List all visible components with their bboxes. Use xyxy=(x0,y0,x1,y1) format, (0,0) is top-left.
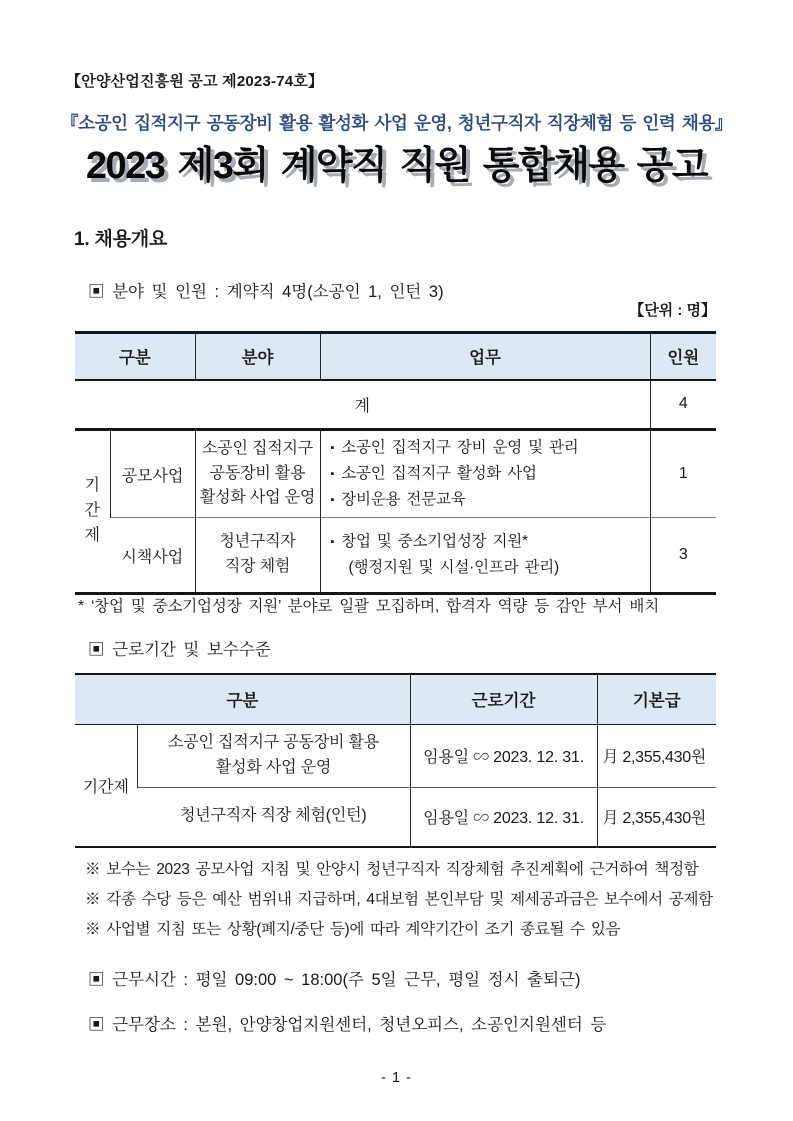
header-cell-bunya: 분야 xyxy=(195,333,320,380)
count-cell: 1 xyxy=(650,430,716,518)
table-footnote: * ‘창업 및 중소기업성장 지원’ 분야로 일괄 모집하며, 합격자 역량 등 감안 부서 배치 xyxy=(78,598,659,615)
pay-row-intern xyxy=(75,787,716,847)
pay-row-gongmo xyxy=(75,724,716,787)
unit-label: 【단위 : 명】 xyxy=(629,302,716,319)
field-and-headcount-line: ▣ 분야 및 인원 : 계약직 4명(소공인 1, 인턴 3) xyxy=(88,283,444,301)
duty-text: 창업 및 중소기업성장 지원* xyxy=(341,533,528,551)
field-cell xyxy=(137,724,410,787)
total-label-cell: 계 xyxy=(75,380,650,430)
field-cell xyxy=(195,430,320,518)
salary-cell: 月 2,355,430원 xyxy=(597,724,716,787)
duty-text: 장비운용 전문교육 xyxy=(341,491,466,509)
period-cell: 임용일 ∽ 2023. 12. 31. xyxy=(410,724,597,787)
header-cell-salary: 기본급 xyxy=(597,674,716,724)
note-line: ※ 각종 수당 등은 예산 범위내 지급하며, 4대보험 본인부담 및 제세공과금은 보수에서 공제함 xyxy=(85,891,713,908)
field-cell xyxy=(137,787,410,847)
total-row xyxy=(75,380,716,430)
field-cell xyxy=(195,518,320,594)
group-label-cell: 기간제 xyxy=(82,778,129,796)
square-bullet-icon: ▪ xyxy=(330,494,335,507)
vertical-group-label: 기간제 xyxy=(84,477,100,544)
note-line: ※ 보수는 2023 공모사업 지침 및 안양시 청년구직자 직장체험 추진계획에 근거하여 책정함 xyxy=(85,861,699,878)
duty-text: 소공인 집적지구 활성화 사업 xyxy=(341,465,537,483)
field-line-2: 직장 체험 xyxy=(224,558,291,576)
field-line-1: 소공인 집적지구 공동장비 활용 xyxy=(167,733,380,751)
header-cell-upmu: 업무 xyxy=(320,333,650,380)
pay-table xyxy=(75,673,716,848)
duty-item xyxy=(331,435,644,461)
square-bullet-icon: ▪ xyxy=(330,442,335,454)
duty-text: 소공인 집적지구 장비 운영 및 관리 xyxy=(341,439,579,456)
period-cell: 임용일 ∽ 2023. 12. 31. xyxy=(410,787,597,847)
duty-item xyxy=(331,487,644,513)
pay-table-header-row xyxy=(75,674,716,724)
recruitment-table xyxy=(75,331,716,595)
square-bullet-icon: ▪ xyxy=(330,536,335,549)
document-subtitle: 『소공인 집적지구 공동장비 활용 활성화 사업 운영, 청년구직자 직장체험 등 인력 채용』 xyxy=(61,113,732,133)
note-line: ※ 사업별 지침 또는 상황(폐지/중단 등)에 따라 계약기간이 조기 종료될 수 있음 xyxy=(85,921,621,938)
work-place-line: ▣ 근무장소 : 본원, 안양창업지원센터, 청년오피스, 소공인지원센터 등 xyxy=(88,1016,607,1034)
salary-cell: 月 2,355,430원 xyxy=(597,787,716,847)
header-cell-inwon: 인원 xyxy=(650,333,716,380)
header-cell-gubun: 구분 xyxy=(75,674,410,724)
header-cell-gubun: 구분 xyxy=(75,333,195,380)
category-cell: 공모사업 xyxy=(110,430,195,518)
duties-cell xyxy=(320,518,650,594)
duties-cell xyxy=(320,430,650,518)
notice-number: 【안양산업진흥원 공고 제2023-74호】 xyxy=(66,73,324,90)
field-line-2: 활성화 사업 운영 xyxy=(215,758,332,776)
field-line-3: 활성화 사업 운영 xyxy=(199,489,316,507)
total-count-cell: 4 xyxy=(650,380,716,430)
duty-item xyxy=(331,461,644,487)
field-line-1: 청년구직자 직장 체험(인턴) xyxy=(179,807,367,825)
section-heading-recruitment-overview: 1. 채용개요 xyxy=(74,229,168,250)
table-row-gongmo xyxy=(75,430,716,518)
category-cell: 시책사업 xyxy=(110,518,195,594)
document-title: 2023 제3회 계약직 직원 통합채용 공고 xyxy=(85,145,708,187)
duty-item xyxy=(331,529,644,555)
table-row-sichaek xyxy=(75,518,716,594)
field-line-1: 청년구직자 xyxy=(219,533,296,551)
square-bullet-icon: ▪ xyxy=(330,468,335,481)
section-heading-work-period-pay: ▣ 근로기간 및 보수수준 xyxy=(88,641,271,659)
field-line-1: 소공인 집적지구 xyxy=(201,439,314,457)
count-cell: 3 xyxy=(650,518,716,594)
page-number: - 1 - xyxy=(381,1070,412,1086)
group-label-cell xyxy=(75,430,110,594)
field-line-2: 공동장비 활용 xyxy=(209,464,306,482)
work-time-line: ▣ 근무시간 : 평일 09:00 ~ 18:00(주 5일 근무, 평일 정시 출퇴근) xyxy=(88,971,581,989)
duty-note: (행정지원 및 시설·인프라 관리) xyxy=(348,559,559,577)
recruitment-table-header-row xyxy=(75,333,716,380)
header-cell-period: 근로기간 xyxy=(410,674,597,724)
